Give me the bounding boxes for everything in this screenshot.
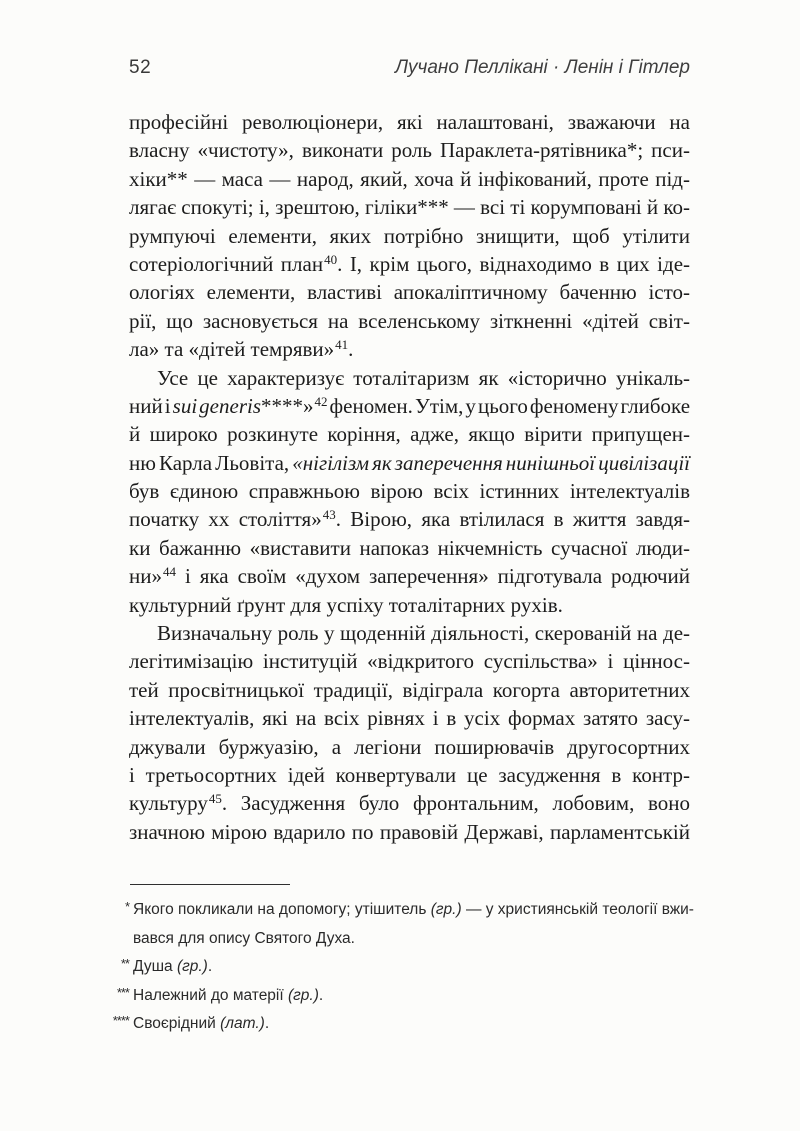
text-line — [129, 335, 690, 363]
footnote-reference: 44 — [162, 564, 176, 580]
footnote-text — [133, 1010, 700, 1039]
text-line — [129, 477, 690, 505]
footnotes — [112, 896, 700, 1039]
page-header — [129, 56, 690, 80]
footnote-item — [116, 982, 700, 1011]
text-segment: Належний до матерії — [133, 986, 288, 1004]
text-segment: й широко розкинуте коріння, адже, якщо вірити припущен- — [129, 422, 691, 447]
footnote-marker: *** — [116, 984, 129, 1000]
text-segment: (гр.) — [176, 958, 208, 975]
text-line — [129, 733, 690, 761]
text-line — [129, 534, 690, 562]
text-segment: власну «чистоту», виконати роль Параклета-рятівника*; пси- — [129, 138, 690, 163]
footnote-line — [133, 953, 700, 982]
text-line — [129, 647, 690, 675]
footnote-item — [120, 953, 700, 982]
text-segment: культуру — [129, 791, 208, 816]
footnote-reference: 43 — [322, 507, 336, 523]
text-segment: Душа — [133, 958, 177, 975]
text-segment: ний і — [129, 393, 173, 418]
footnote-reference: 42 — [314, 393, 328, 409]
text-segment: ологіях елементи, властиві апокаліптичному баченню істо- — [129, 280, 691, 305]
text-segment: . Вірою, яка втілилася в життя завдя- — [335, 507, 690, 532]
text-segment: . Засудження було фронтальним, лобовим, воно — [221, 791, 690, 816]
footnote-marker: ** — [120, 956, 129, 971]
text-line — [129, 818, 690, 846]
footnote-marker: **** — [112, 1013, 129, 1028]
text-line — [129, 392, 690, 420]
running-title: Лучано Пеллікані · Ленін і Гітлер — [394, 57, 690, 78]
text-segment: сотеріологічний план — [129, 251, 324, 276]
text-segment: . — [348, 337, 354, 362]
footnote-reference: 40 — [324, 251, 338, 267]
text-line — [129, 165, 690, 193]
footnote-reference: 45 — [208, 791, 222, 807]
text-segment: рії, що засновується на вселенському зіткненні «дітей світ- — [129, 308, 690, 333]
footnote-item — [124, 896, 700, 953]
text-line — [129, 250, 690, 278]
footnote-divider — [130, 884, 290, 885]
text-line — [129, 420, 690, 448]
text-segment: Визначальну роль у щоденній діяльності, скерованій на де- — [157, 621, 691, 646]
text-segment: вався для опису Святого Духа. — [133, 929, 355, 947]
text-segment: культурний ґрунт для успіху тоталітарних рухів. — [129, 592, 563, 617]
text-line — [129, 278, 690, 306]
text-segment: ки бажанню «виставити напоказ нікчемність сучасної люди- — [129, 535, 690, 560]
text-segment: інтелектуалів, які на всіх рівнях і в усіх формах затято засу- — [129, 706, 691, 731]
paragraph — [129, 364, 690, 620]
footnote-line — [133, 1010, 700, 1039]
text-segment: джували буржуазію, а легіони поширювачів другосортних — [129, 734, 690, 759]
text-line — [129, 619, 690, 647]
text-segment: і третьосортних ідей конвертували це засудження в контр- — [129, 762, 690, 787]
text-segment: ню Карла Льовіта, — [129, 450, 293, 475]
text-line — [129, 449, 690, 477]
footnote-item — [112, 1010, 700, 1039]
text-line — [129, 562, 690, 590]
text-line — [129, 591, 690, 619]
text-line — [129, 222, 690, 250]
paragraph — [129, 619, 690, 846]
text-line — [129, 364, 690, 392]
footnote-text — [133, 953, 700, 982]
text-segment: і яка своїм «духом заперечення» підготувала родючий — [175, 564, 691, 589]
paragraph — [129, 108, 690, 364]
text-segment: легітимізацію інституцій «відкритого суспільства» і ціннос- — [129, 649, 690, 674]
text-segment: значною мірою вдарило по правовій Державі, парламентській — [129, 819, 690, 844]
text-line — [129, 761, 690, 789]
text-segment: (гр.) — [430, 901, 462, 918]
text-segment: . — [318, 986, 324, 1004]
text-segment: (гр.) — [288, 986, 319, 1004]
text-line — [129, 307, 690, 335]
text-segment: професійні революціонери, які налаштовані, зважаючи на — [129, 110, 690, 134]
footnote-marker: * — [124, 899, 129, 914]
footnote-reference: 41 — [335, 337, 349, 353]
text-segment: sui generis — [172, 393, 262, 418]
text-segment: тей просвітницької традиції, відіграла когорта авторитетних — [129, 677, 690, 702]
footnote-text — [133, 982, 700, 1011]
text-segment: — у християнській теології вжи- — [461, 901, 694, 918]
text-line — [129, 136, 690, 164]
text-segment: румпуючі елементи, яких потрібно знищити, щоб утілити — [129, 223, 690, 248]
text-segment: «нігілізм як заперечення нинішньої цивілізації — [292, 450, 690, 475]
text-segment: ****» — [261, 393, 314, 418]
text-line — [129, 676, 690, 704]
text-line — [129, 108, 690, 136]
text-segment: ла» та «дітей темряви» — [129, 337, 335, 362]
text-line — [129, 789, 690, 817]
text-segment: хіки** — маса — народ, який, хоча й інфікований, проте під- — [129, 166, 690, 191]
text-segment: Якого покликали на допомогу; утішитель — [133, 901, 431, 918]
page-number: 52 — [129, 57, 152, 78]
text-segment: . І, крім цього, віднаходимо в цих іде- — [337, 251, 691, 276]
footnote-line — [133, 982, 700, 1011]
text-line — [129, 704, 690, 732]
text-segment: ни» — [129, 564, 162, 589]
text-segment: . — [207, 958, 213, 975]
text-segment: початку хх століття» — [129, 507, 322, 532]
footnote-line — [133, 896, 700, 925]
footnote-text — [133, 896, 700, 953]
text-line — [129, 505, 690, 533]
text-segment: Своєрідний — [133, 1015, 221, 1032]
text-line — [129, 193, 690, 221]
text-segment: . — [264, 1015, 270, 1032]
text-segment: (лат.) — [220, 1015, 265, 1032]
text-segment: Усе це характеризує тоталітаризм як «історично унікаль- — [157, 365, 691, 390]
text-segment: феномен. Утім, у цього феномену глибоке — [327, 393, 691, 418]
footnote-line — [133, 925, 700, 954]
text-segment: був єдиною справжньою вірою всіх істинних інтелектуалів — [129, 479, 690, 504]
text-segment: лягає спокуті; і, зрештою, гіліки*** — всі ті корумповані й ко- — [129, 195, 690, 220]
body-text — [129, 108, 690, 846]
